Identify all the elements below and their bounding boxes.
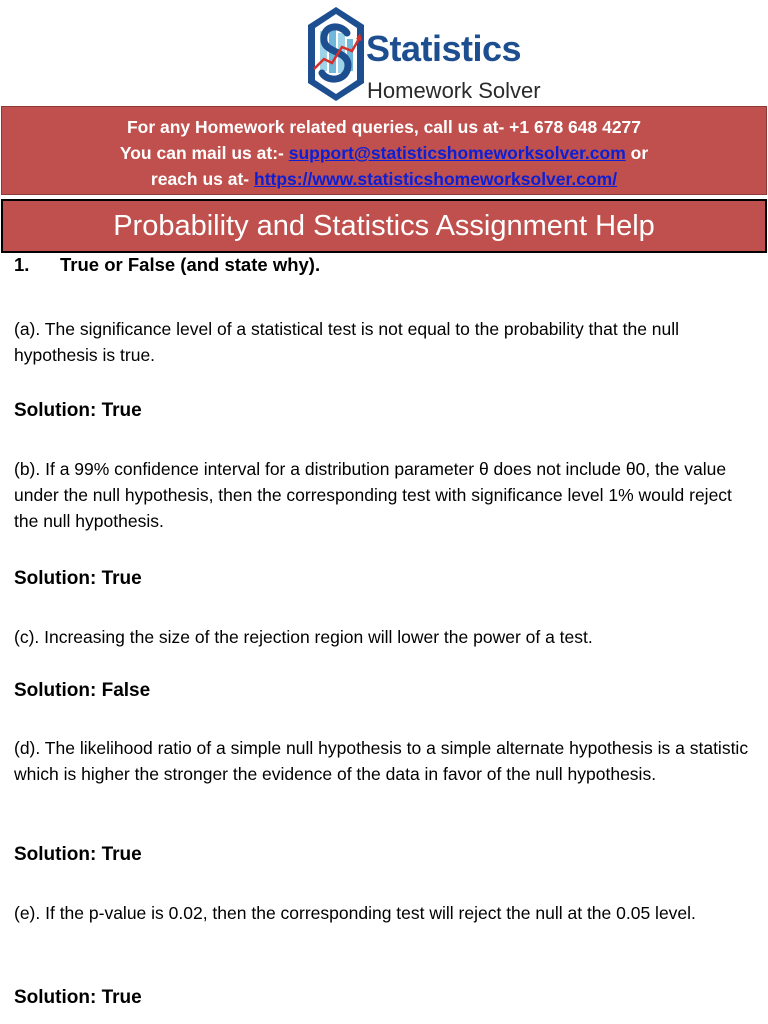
- contact-email-suffix: or: [625, 143, 649, 163]
- email-link[interactable]: support@statisticshomeworksolver.com: [288, 143, 626, 163]
- contact-email-line: [2, 140, 766, 166]
- solution-d: Solution: True: [14, 844, 142, 865]
- page-title: Probability and Statistics Assignment Help: [1, 199, 767, 253]
- logo: [300, 0, 541, 106]
- contact-phone-line: For any Homework related queries, call us at- +1 678 648 4277: [126, 117, 642, 137]
- solution-c: Solution: False: [14, 680, 151, 701]
- question-heading-text: True or False (and state why).: [60, 254, 321, 275]
- question-number: 1.: [14, 254, 30, 275]
- contact-url-line: [2, 166, 766, 192]
- question-part-c: (c). Increasing the size of the rejection region will lower the power of a test.: [14, 627, 593, 647]
- logo-title: Statistics: [366, 28, 522, 69]
- solution-e: Solution: True: [14, 987, 142, 1008]
- contact-email-prefix: You can mail us at:-: [119, 143, 289, 163]
- shield-s-chart-icon: [304, 3, 368, 105]
- solution-a: Solution: True: [14, 400, 142, 421]
- question-heading: [14, 254, 320, 276]
- solution-b: Solution: True: [14, 568, 142, 589]
- question-part-e: (e). If the p-value is 0.02, then the corresponding test will reject the null at the 0.05 level.: [14, 903, 696, 923]
- logo-subtitle: Homework Solver: [367, 78, 541, 103]
- question-part-d: (d). The likelihood ratio of a simple null hypothesis to a simple alternate hypothesis is a statistic which is higher the stronger the evidence of the data in favor of the null hypothesis.: [14, 738, 749, 784]
- question-part-b: (b). If a 99% confidence interval for a distribution parameter θ does not include θ0, the value under the null hypothesis, then the corresponding test with significance level 1% would reject the null hypothesis.: [14, 459, 732, 531]
- contact-box: [1, 106, 767, 195]
- contact-url-prefix: reach us at-: [150, 169, 255, 189]
- website-link[interactable]: https://www.statisticshomeworksolver.com/: [254, 169, 618, 189]
- question-part-a: (a). The significance level of a statistical test is not equal to the probability that the null hypothesis is true.: [14, 319, 680, 365]
